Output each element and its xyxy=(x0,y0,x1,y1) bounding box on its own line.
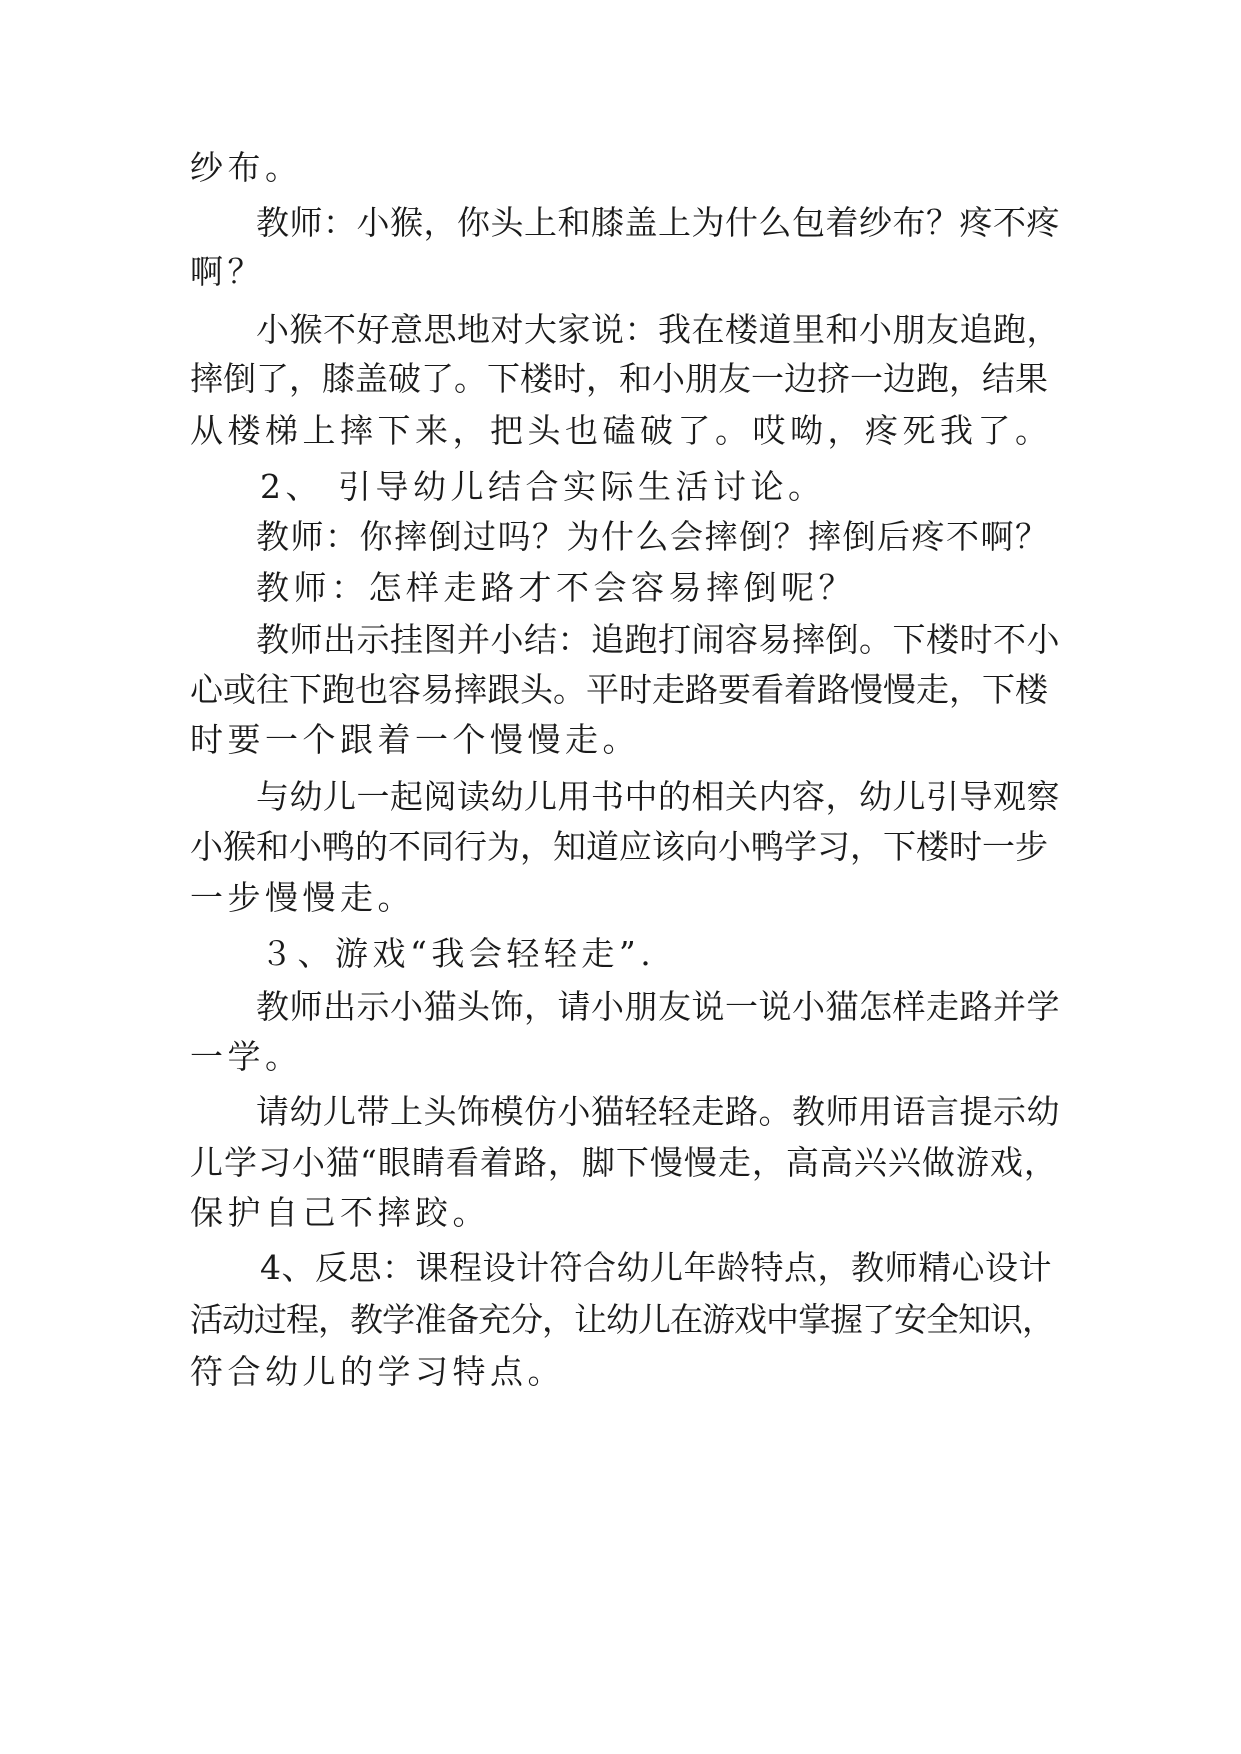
text-line: ３、游戏“我会轻轻走”. xyxy=(260,934,656,973)
text-line: 小猴不好意思地对大家说：我在楼道里和小朋友追跑， xyxy=(256,310,1060,349)
text-line: 符合幼儿的学习特点。 xyxy=(190,1352,565,1391)
text-line: 纱布。 xyxy=(190,148,303,187)
text-line: 与幼儿一起阅读幼儿用书中的相关内容，幼儿引导观察 xyxy=(256,777,1060,816)
text-line: 啊？ xyxy=(190,252,265,291)
text-line: 儿学习小猫“眼睛看着路，脚下慢慢走，高高兴兴做游戏， xyxy=(190,1143,1058,1182)
text-line: 教师：怎样走路才不会容易摔倒呢？ xyxy=(256,568,856,607)
text-line: 从楼梯上摔下来，把头也磕破了。哎呦，疼死我了。 xyxy=(190,411,1053,450)
text-line: 一步慢慢走。 xyxy=(190,878,415,917)
text-line: 小猴和小鸭的不同行为，知道应该向小鸭学习，下楼时一步 xyxy=(190,827,1048,866)
text-line: 时要一个跟着一个慢慢走。 xyxy=(190,720,640,759)
text-line: 4、反思：课程设计符合幼儿年龄特点，教师精心设计 xyxy=(260,1248,1052,1287)
text-line: 教师出示小猫头饰，请小朋友说一说小猫怎样走路并学 xyxy=(256,987,1060,1026)
text-line: 活动过程，教学准备充分，让幼儿在游戏中掌握了安全知识， xyxy=(190,1300,1054,1339)
text-line: 一学。 xyxy=(190,1037,303,1076)
text-line: 2、 引导幼儿结合实际生活讨论。 xyxy=(260,467,826,506)
text-line: 教师出示挂图并小结：追跑打闹容易摔倒。下楼时不小 xyxy=(256,620,1060,659)
text-line: 保护自己不摔跤。 xyxy=(190,1193,490,1232)
text-line: 教师：你摔倒过吗？为什么会摔倒？摔倒后疼不啊？ xyxy=(256,517,1050,556)
text-line: 请幼儿带上头饰模仿小猫轻轻走路。教师用语言提示幼 xyxy=(256,1092,1060,1131)
text-line: 教师：小猴，你头上和膝盖上为什么包着纱布？疼不疼 xyxy=(256,203,1060,242)
text-line: 心或往下跑也容易摔跟头。平时走路要看着路慢慢走，下楼 xyxy=(190,670,1048,709)
text-line: 摔倒了，膝盖破了。下楼时，和小朋友一边挤一边跑，结果 xyxy=(190,359,1048,398)
